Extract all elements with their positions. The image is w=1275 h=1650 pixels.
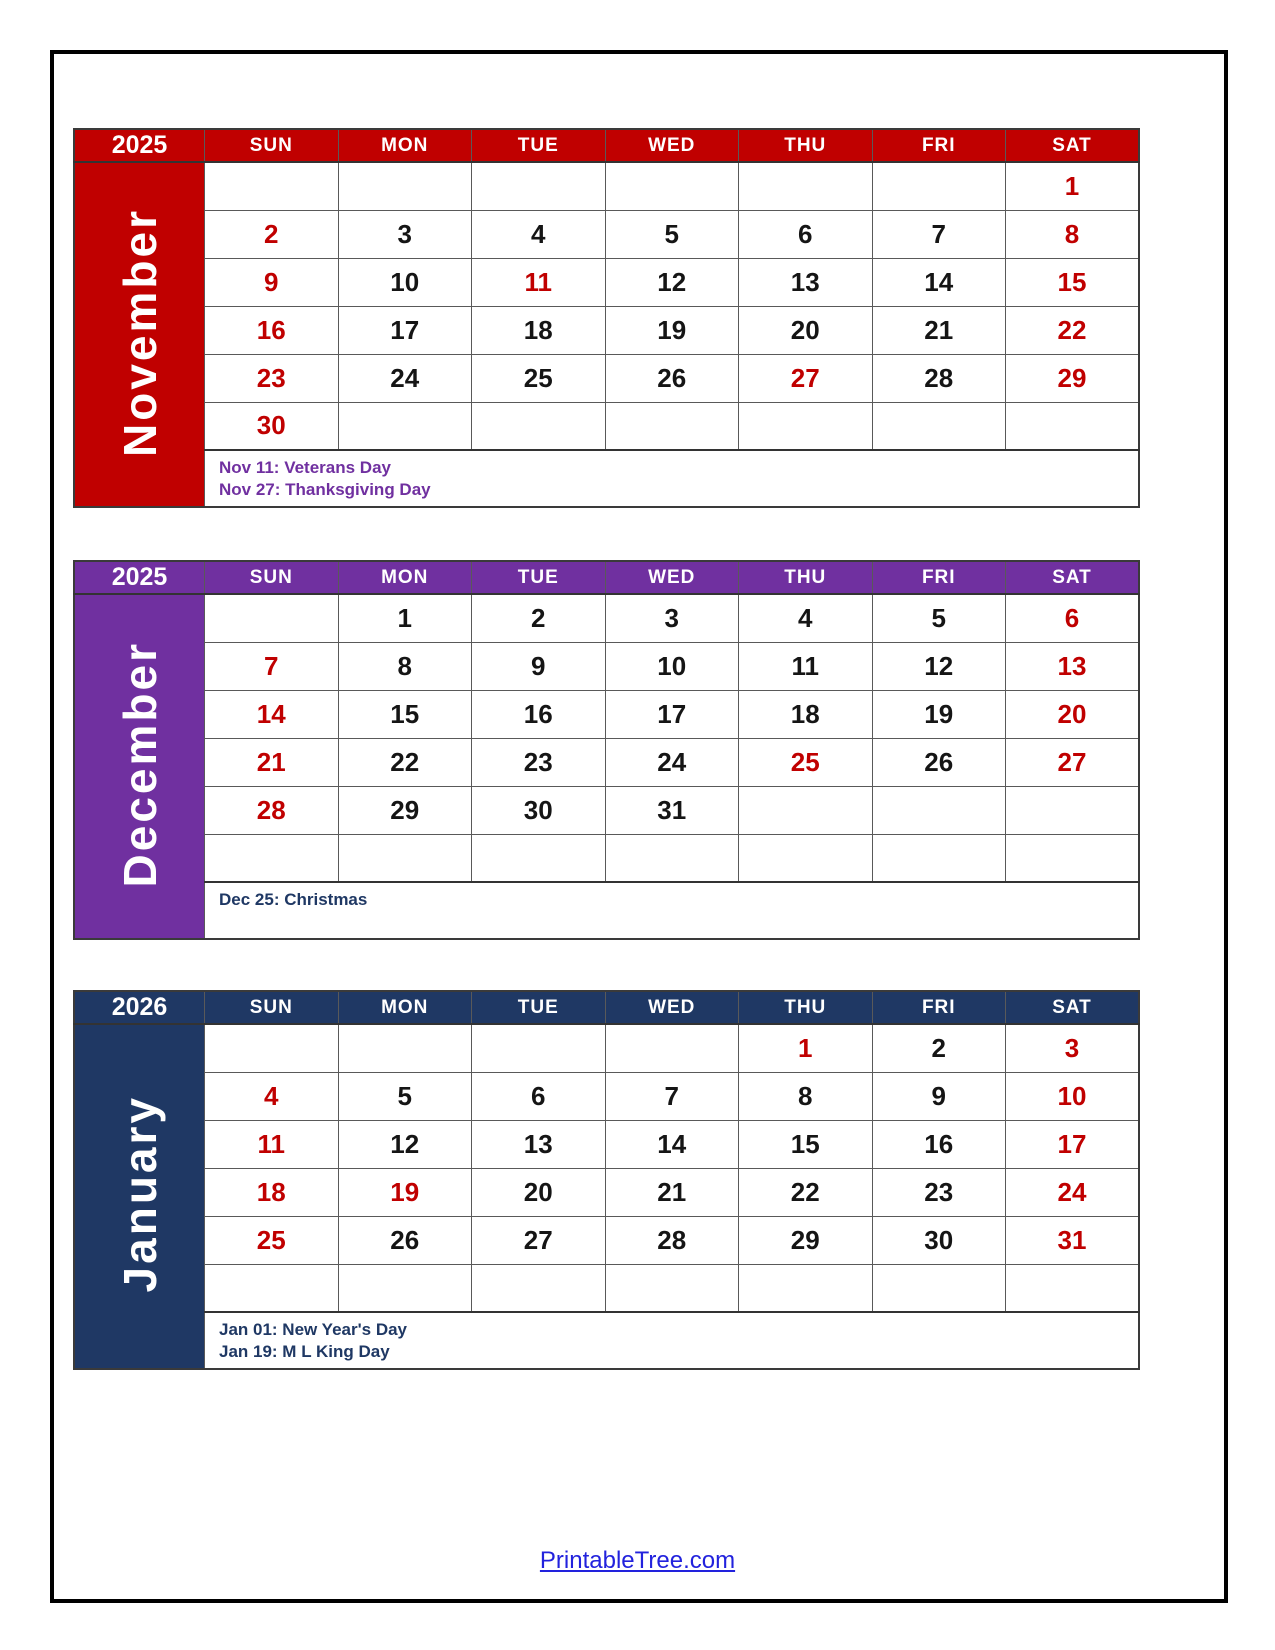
date-cell: 26	[605, 354, 739, 402]
date-cell: 29	[739, 1216, 873, 1264]
day-header-thu: THU	[739, 991, 873, 1024]
date-cell: 21	[605, 1168, 739, 1216]
date-cell: 13	[1006, 642, 1140, 690]
empty-date-cell	[338, 1024, 472, 1072]
empty-date-cell	[739, 162, 873, 210]
date-cell: 29	[338, 786, 472, 834]
calendar-january-2026	[73, 990, 1140, 1370]
month-name-label: December	[113, 640, 166, 888]
date-cell: 9	[205, 258, 339, 306]
calendar-december-2025	[73, 560, 1140, 940]
date-cell: 7	[872, 210, 1006, 258]
date-cell: 3	[338, 210, 472, 258]
empty-date-cell	[605, 162, 739, 210]
empty-date-cell	[338, 402, 472, 450]
date-cell: 9	[472, 642, 606, 690]
date-cell: 11	[205, 1120, 339, 1168]
empty-date-cell	[1006, 1264, 1140, 1312]
date-cell: 12	[605, 258, 739, 306]
date-cell: 26	[338, 1216, 472, 1264]
date-cell: 2	[205, 210, 339, 258]
date-cell: 28	[605, 1216, 739, 1264]
empty-date-cell	[472, 1264, 606, 1312]
date-cell: 23	[472, 738, 606, 786]
date-cell: 1	[739, 1024, 873, 1072]
date-cell: 5	[605, 210, 739, 258]
empty-date-cell	[872, 834, 1006, 882]
date-cell: 22	[1006, 306, 1140, 354]
month-name-label: November	[113, 207, 166, 457]
date-cell: 23	[205, 354, 339, 402]
date-cell: 8	[739, 1072, 873, 1120]
date-cell: 30	[472, 786, 606, 834]
date-cell: 27	[1006, 738, 1140, 786]
empty-date-cell	[205, 162, 339, 210]
day-header-sun: SUN	[205, 129, 339, 162]
date-cell: 22	[739, 1168, 873, 1216]
date-cell: 5	[338, 1072, 472, 1120]
empty-date-cell	[1006, 786, 1140, 834]
month-sidebar	[74, 162, 205, 507]
date-cell: 15	[338, 690, 472, 738]
date-cell: 21	[205, 738, 339, 786]
page-footer	[0, 1547, 1275, 1575]
date-cell: 18	[739, 690, 873, 738]
empty-date-cell	[872, 402, 1006, 450]
date-cell: 12	[338, 1120, 472, 1168]
date-cell: 13	[472, 1120, 606, 1168]
date-cell: 17	[605, 690, 739, 738]
empty-date-cell	[605, 834, 739, 882]
day-header-tue: TUE	[472, 561, 606, 594]
holiday-notes	[205, 882, 1140, 939]
year-label: 2025	[74, 561, 205, 594]
empty-date-cell	[472, 834, 606, 882]
date-cell: 24	[605, 738, 739, 786]
day-header-tue: TUE	[472, 129, 606, 162]
day-header-sat: SAT	[1006, 129, 1140, 162]
date-cell: 15	[739, 1120, 873, 1168]
month-table	[73, 990, 1140, 1370]
date-cell: 20	[739, 306, 873, 354]
date-cell: 8	[1006, 210, 1140, 258]
empty-date-cell	[605, 402, 739, 450]
date-cell: 27	[739, 354, 873, 402]
date-cell: 30	[205, 402, 339, 450]
date-cell: 15	[1006, 258, 1140, 306]
empty-date-cell	[472, 402, 606, 450]
date-cell: 18	[472, 306, 606, 354]
holiday-note: Nov 11: Veterans Day	[219, 458, 391, 477]
date-cell: 29	[1006, 354, 1140, 402]
date-cell: 5	[872, 594, 1006, 642]
date-cell: 3	[1006, 1024, 1140, 1072]
date-cell: 28	[205, 786, 339, 834]
month-sidebar	[74, 594, 205, 939]
empty-date-cell	[205, 1024, 339, 1072]
date-cell: 18	[205, 1168, 339, 1216]
year-label: 2025	[74, 129, 205, 162]
day-header-sun: SUN	[205, 561, 339, 594]
day-header-sat: SAT	[1006, 991, 1140, 1024]
date-cell: 2	[472, 594, 606, 642]
month-name-label: January	[113, 1095, 166, 1293]
holiday-note: Dec 25: Christmas	[219, 890, 368, 909]
date-cell: 20	[472, 1168, 606, 1216]
holiday-note: Jan 01: New Year's Day	[219, 1320, 408, 1339]
date-cell: 25	[472, 354, 606, 402]
date-cell: 19	[338, 1168, 472, 1216]
date-cell: 31	[605, 786, 739, 834]
date-cell: 19	[605, 306, 739, 354]
month-table	[73, 560, 1140, 940]
empty-date-cell	[1006, 402, 1140, 450]
date-cell: 17	[1006, 1120, 1140, 1168]
date-cell: 26	[872, 738, 1006, 786]
date-cell: 10	[605, 642, 739, 690]
empty-date-cell	[338, 834, 472, 882]
empty-date-cell	[872, 1264, 1006, 1312]
month-table	[73, 128, 1140, 508]
date-cell: 6	[1006, 594, 1140, 642]
date-cell: 20	[1006, 690, 1140, 738]
holiday-note: Jan 19: M L King Day	[219, 1342, 390, 1361]
day-header-wed: WED	[605, 991, 739, 1024]
date-cell: 11	[472, 258, 606, 306]
date-cell: 27	[472, 1216, 606, 1264]
date-cell: 3	[605, 594, 739, 642]
day-header-fri: FRI	[872, 129, 1006, 162]
date-cell: 28	[872, 354, 1006, 402]
day-header-sat: SAT	[1006, 561, 1140, 594]
empty-date-cell	[739, 834, 873, 882]
empty-date-cell	[205, 594, 339, 642]
date-cell: 17	[338, 306, 472, 354]
empty-date-cell	[338, 162, 472, 210]
date-cell: 8	[338, 642, 472, 690]
date-cell: 1	[1006, 162, 1140, 210]
date-cell: 21	[872, 306, 1006, 354]
empty-date-cell	[338, 1264, 472, 1312]
date-cell: 16	[472, 690, 606, 738]
date-cell: 16	[205, 306, 339, 354]
date-cell: 14	[872, 258, 1006, 306]
date-cell: 7	[205, 642, 339, 690]
empty-date-cell	[739, 1264, 873, 1312]
day-header-mon: MON	[338, 561, 472, 594]
date-cell: 6	[739, 210, 873, 258]
date-cell: 6	[472, 1072, 606, 1120]
month-sidebar	[74, 1024, 205, 1369]
date-cell: 24	[338, 354, 472, 402]
holiday-note: Nov 27: Thanksgiving Day	[219, 480, 431, 499]
year-label: 2026	[74, 991, 205, 1024]
date-cell: 2	[872, 1024, 1006, 1072]
empty-date-cell	[872, 786, 1006, 834]
date-cell: 4	[205, 1072, 339, 1120]
date-cell: 10	[1006, 1072, 1140, 1120]
date-cell: 24	[1006, 1168, 1140, 1216]
day-header-wed: WED	[605, 561, 739, 594]
empty-date-cell	[472, 162, 606, 210]
day-header-sun: SUN	[205, 991, 339, 1024]
date-cell: 25	[739, 738, 873, 786]
footer-link[interactable]: PrintableTree.com	[539, 1547, 736, 1574]
empty-date-cell	[205, 1264, 339, 1312]
date-cell: 14	[605, 1120, 739, 1168]
date-cell: 31	[1006, 1216, 1140, 1264]
date-cell: 4	[472, 210, 606, 258]
date-cell: 11	[739, 642, 873, 690]
date-cell: 19	[872, 690, 1006, 738]
date-cell: 10	[338, 258, 472, 306]
empty-date-cell	[872, 162, 1006, 210]
empty-date-cell	[605, 1024, 739, 1072]
empty-date-cell	[205, 834, 339, 882]
calendar-november-2025	[73, 128, 1140, 508]
day-header-fri: FRI	[872, 561, 1006, 594]
day-header-thu: THU	[739, 129, 873, 162]
empty-date-cell	[605, 1264, 739, 1312]
date-cell: 30	[872, 1216, 1006, 1264]
day-header-tue: TUE	[472, 991, 606, 1024]
day-header-mon: MON	[338, 991, 472, 1024]
date-cell: 7	[605, 1072, 739, 1120]
day-header-mon: MON	[338, 129, 472, 162]
empty-date-cell	[739, 402, 873, 450]
empty-date-cell	[1006, 834, 1140, 882]
holiday-notes	[205, 1312, 1140, 1369]
date-cell: 14	[205, 690, 339, 738]
date-cell: 16	[872, 1120, 1006, 1168]
date-cell: 12	[872, 642, 1006, 690]
empty-date-cell	[739, 786, 873, 834]
date-cell: 22	[338, 738, 472, 786]
day-header-wed: WED	[605, 129, 739, 162]
day-header-thu: THU	[739, 561, 873, 594]
date-cell: 25	[205, 1216, 339, 1264]
empty-date-cell	[472, 1024, 606, 1072]
holiday-notes	[205, 450, 1140, 507]
date-cell: 9	[872, 1072, 1006, 1120]
date-cell: 1	[338, 594, 472, 642]
date-cell: 13	[739, 258, 873, 306]
day-header-fri: FRI	[872, 991, 1006, 1024]
date-cell: 23	[872, 1168, 1006, 1216]
date-cell: 4	[739, 594, 873, 642]
